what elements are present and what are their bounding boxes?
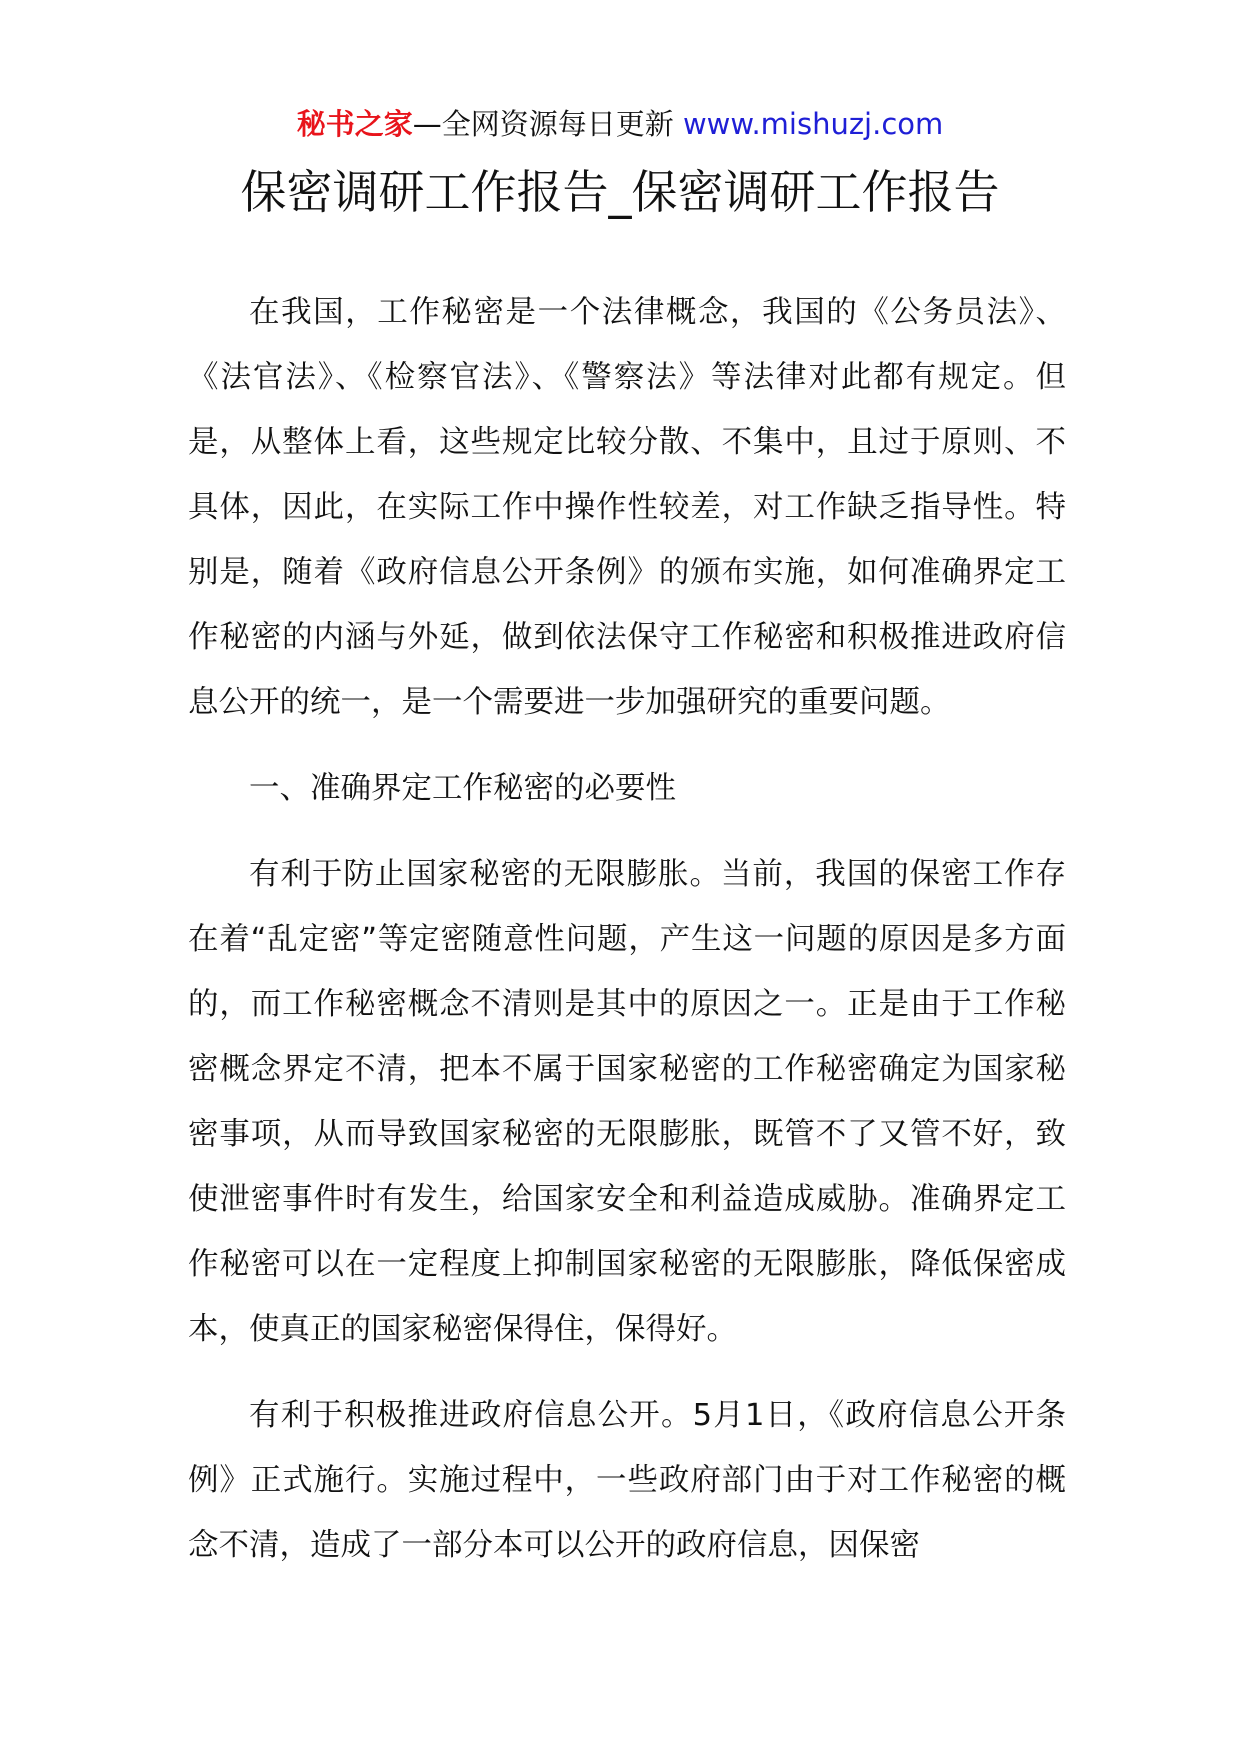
body-paragraph: 有利于防止国家秘密的无限膨胀。当前，我国的保密工作存在着“乱定密”等定密随意性问题，产生这一问题的原因是多方面的，而工作秘密概念不清则是其中的原因之一。正是由于工作秘密概念界定不清，把本不属于国家秘密的工作秘密确定为国家秘密事项，从而导致国家秘密的无限膨胀，既管不了又管不好，致使泄密事件时有发生，给国家安全和利益造成威胁。准确界定工作秘密可以在一定程度上抑制国家秘密的无限膨胀，降低保密成本，使真正的国家秘密保得住，保得好。	[188, 857, 1066, 1347]
site-header	[0, 104, 1240, 144]
document-body	[188, 280, 1066, 1599]
body-paragraph: 有利于积极推进政府信息公开。5月1日，《政府信息公开条例》正式施行。实施过程中，一些政府部门由于对工作秘密的概念不清，造成了一部分本可以公开的政府信息，因保密	[188, 1398, 1066, 1563]
site-url-link[interactable]: www.mishuzj.com	[682, 107, 944, 141]
section-heading: 一、准确界定工作秘密的必要性	[249, 771, 676, 806]
brand-name: 秘书之家	[296, 107, 413, 141]
header-tagline: —全网资源每日更新	[412, 107, 674, 141]
intro-paragraph: 在我国，工作秘密是一个法律概念，我国的《公务员法》、《法官法》、《检察官法》、《警察法》等法律对此都有规定。但是，从整体上看，这些规定比较分散、不集中，且过于原则、不具体，因此，在实际工作中操作性较差，对工作缺乏指导性。特别是，随着《政府信息公开条例》的颁布实施，如何准确界定工作秘密的内涵与外延，做到依法保守工作秘密和积极推进政府信息公开的统一，是一个需要进一步加强研究的重要问题。	[188, 295, 1066, 720]
document-title: 保密调研工作报告_保密调研工作报告	[240, 165, 1000, 219]
